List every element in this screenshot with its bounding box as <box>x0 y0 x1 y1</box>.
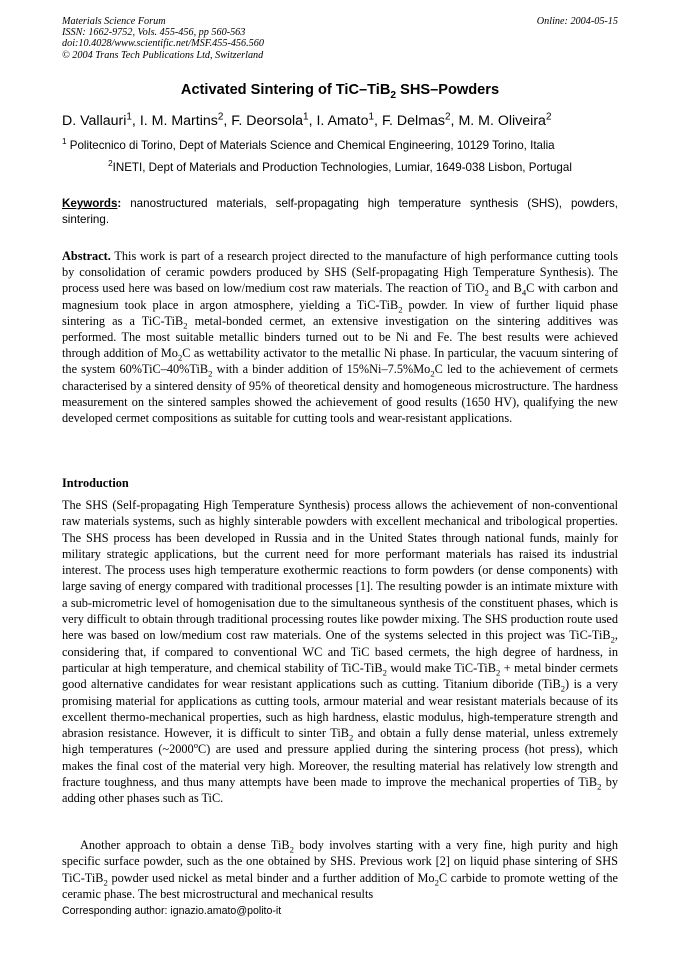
author-name: F. Delmas <box>381 113 446 129</box>
body-text: ) is a very promising material for applications as cutting tools, armour material and wear resistant materials because of its excellent thermo-mechanical properties, such as high hardness, elastic modulus, high-temperature strength and abrasion resistance. However, it is difficult to sinter TiB <box>62 677 619 741</box>
abstract-text: metal-bonded cermet, an extensive investigation on the sintering additives was performed. The most suitable metallic binders turned out to be Ni and Fe. The best results were achieved through addition of Mo <box>62 313 618 361</box>
abstract-text: C with carbon and magnesium took place in argon atmosphere, yielding a TiC-TiB <box>62 281 619 312</box>
introduction-paragraph-1 <box>62 497 618 807</box>
affiliation-text: Politecnico di Torino, Dept of Materials Science and Chemical Engineering, 10129 Torino, Italia <box>66 139 555 152</box>
title-subscript: 2 <box>390 89 397 101</box>
subscript: 2 <box>289 844 294 855</box>
subscript: 2 <box>183 320 188 331</box>
author-separator: , <box>131 113 140 129</box>
subscript: 2 <box>434 877 439 888</box>
body-text: Another approach to obtain a dense TiB <box>80 838 290 852</box>
body-text: and obtain a fully dense material, unless extremely high temperatures (~2000 <box>62 726 618 757</box>
author-name: D. Vallauri <box>62 113 127 129</box>
author-list <box>62 113 622 129</box>
author-name: F. Deorsola <box>231 113 304 129</box>
subscript: 2 <box>597 781 602 792</box>
subscript: 2 <box>430 368 435 379</box>
copyright-line: © 2004 Trans Tech Publications Ltd, Switzerland <box>62 49 264 61</box>
publication-header <box>62 16 618 61</box>
author-separator: , <box>374 113 382 129</box>
author <box>316 113 381 129</box>
online-date: Online: 2004-05-15 <box>536 16 618 27</box>
abstract-text: and B <box>488 281 522 296</box>
body-text: C carbide to promote wetting of the ceramic phase. The best microstructural and mechanical results <box>62 870 619 901</box>
section-heading-introduction: Introduction <box>62 476 129 490</box>
body-text: by adding other phases such as TiC. <box>62 775 618 806</box>
author-name: I. Amato <box>316 113 369 129</box>
subscript: 2 <box>610 634 615 645</box>
keywords-text: nanostructured materials, self-propagating high temperature synthesis (SHS), powders, sintering. <box>62 197 618 226</box>
doi-link[interactable]: doi:10.4028/www.scientific.net/MSF.455-456.560 <box>62 38 264 50</box>
abstract-text: C as wettability activator to the metallic Ni phase. In particular, the vacuum sintering of the system 60%TiC–40%TiB <box>62 346 618 377</box>
title-text-end: SHS–Powders <box>396 82 500 98</box>
subscript: 2 <box>398 304 403 315</box>
subscript: 2 <box>484 287 489 298</box>
subscript: 2 <box>348 732 354 743</box>
author <box>231 113 316 129</box>
body-text: , considering that, if compared to conventional WC and TiC based cermets, the high degree of hardness, in particular at high temperature, and chemical stability of TiC-TiB <box>62 628 618 675</box>
degree-superscript: o <box>193 740 198 751</box>
subscript: 2 <box>208 368 213 379</box>
author-separator: , <box>308 113 317 129</box>
author-separator: , <box>450 113 459 129</box>
corresponding-author-note: Corresponding author: ignazio.amato@polito-it <box>62 905 282 917</box>
body-text: C) are used and pressure applied during the sintering process (hot press), which makes the final cost of the material very high. Moreover, the resulting material has relatively low strength and fracture toughness, and thus many attempts have been made to improve the mechanical properties of TiB <box>62 742 618 790</box>
abstract-label: Abstract. <box>62 249 111 263</box>
abstract-text: This work is part of a research project directed to the manufacture of high performance cutting tools by consolidation of ceramic powders produced by SHS (Self-propagating High Temperature Synthesis). The process used here was based on low/medium cost raw materials. The reaction of TiO <box>62 249 618 296</box>
author-affiliation-mark: 2 <box>217 111 224 123</box>
journal-name: Materials Science Forum <box>62 16 166 27</box>
keywords-colon: : <box>117 197 122 210</box>
subscript: 2 <box>177 352 183 363</box>
body-text: The SHS (Self-propagating High Temperature Synthesis) process allows the achievement of non-conventional raw materials systems, such as highly sinterable powders with excellent mechanical and tribological properties. The SHS process has been developed in Russia and in the United States through national funds, mainly for military strategic applications, but the current need for more performant materials has raised its industrial interest. The process uses high temperature exothermic reactions to form powders (or dense components) with large saving of energy compared with traditional processes [1]. The resulting powder is an intimate mixture with a sub-micrometric level of homogenisation due to the simultaneous synthesis of the constituent phases, which is very difficult to obtain through traditional processing routes like powder mixing. The SHS production route used here was based on low/medium cost raw materials. One of the systems selected in this project was TiC-TiB <box>62 498 618 643</box>
subscript: 2 <box>560 683 566 694</box>
abstract <box>62 248 618 426</box>
subscript: 2 <box>103 877 108 888</box>
body-text: body involves starting with a very fine, high purity and high specific surface powder, such as the one obtained by SHS. Previous work [2] on liquid phase sintering of SHS TiC-TiB <box>62 838 618 885</box>
body-text: + metal binder cermets good alternative candidates for wear resistant applications such as cutting. Titanium diboride (TiB <box>62 660 618 692</box>
author-name: M. M. Oliveira <box>458 113 546 129</box>
subscript: 2 <box>495 667 501 678</box>
author <box>382 113 459 129</box>
author <box>62 113 140 129</box>
author <box>458 113 551 129</box>
author <box>140 113 231 129</box>
body-text: powder used nickel as metal binder and a further addition of Mo <box>107 870 435 885</box>
abstract-text: with a binder addition of 15%Ni–7.5%Mo <box>212 362 431 377</box>
paper-title <box>62 82 618 101</box>
abstract-text: C led to the achievement of cermets characterised by a sintered density of 95% of theoretical density and homogeneous microstructure. The hardness measurement on the sintered samples showed the achievement of good results (1650 HV), qualifying the new developed cermet compositions as suitable for cutting tools and wear-resistant applications. <box>62 362 618 426</box>
keywords <box>62 196 618 227</box>
affiliation-number: 2 <box>108 159 113 169</box>
issn-line: ISSN: 1662-9752, Vols. 455-456, pp 560-563 <box>62 27 246 39</box>
author-affiliation-mark: 2 <box>545 111 552 123</box>
affiliation-number: 1 <box>62 137 67 147</box>
author-affiliation-mark: 2 <box>445 111 451 123</box>
subscript: 4 <box>521 287 527 298</box>
author-affiliation-mark: 1 <box>368 111 375 123</box>
author-separator: , <box>223 113 232 129</box>
affiliation-2 <box>62 161 618 174</box>
title-text: Activated Sintering of TiC–TiB <box>180 82 391 98</box>
introduction-paragraph-2 <box>62 837 618 902</box>
author-name: I. M. Martins <box>139 113 218 129</box>
author-affiliation-mark: 1 <box>126 111 132 123</box>
affiliation-1 <box>62 139 618 152</box>
body-text: would make TiC-TiB <box>386 660 496 675</box>
abstract-text: powder. In view of further liquid phase sintering as a TiC-TiB <box>62 297 618 328</box>
affiliation-text: INETI, Dept of Materials and Production Technologies, Lumiar, 1649-038 Lisbon, Portugal <box>112 161 572 174</box>
author-affiliation-mark: 1 <box>303 111 309 123</box>
subscript: 2 <box>382 667 387 678</box>
keywords-label: Keywords <box>62 197 118 210</box>
